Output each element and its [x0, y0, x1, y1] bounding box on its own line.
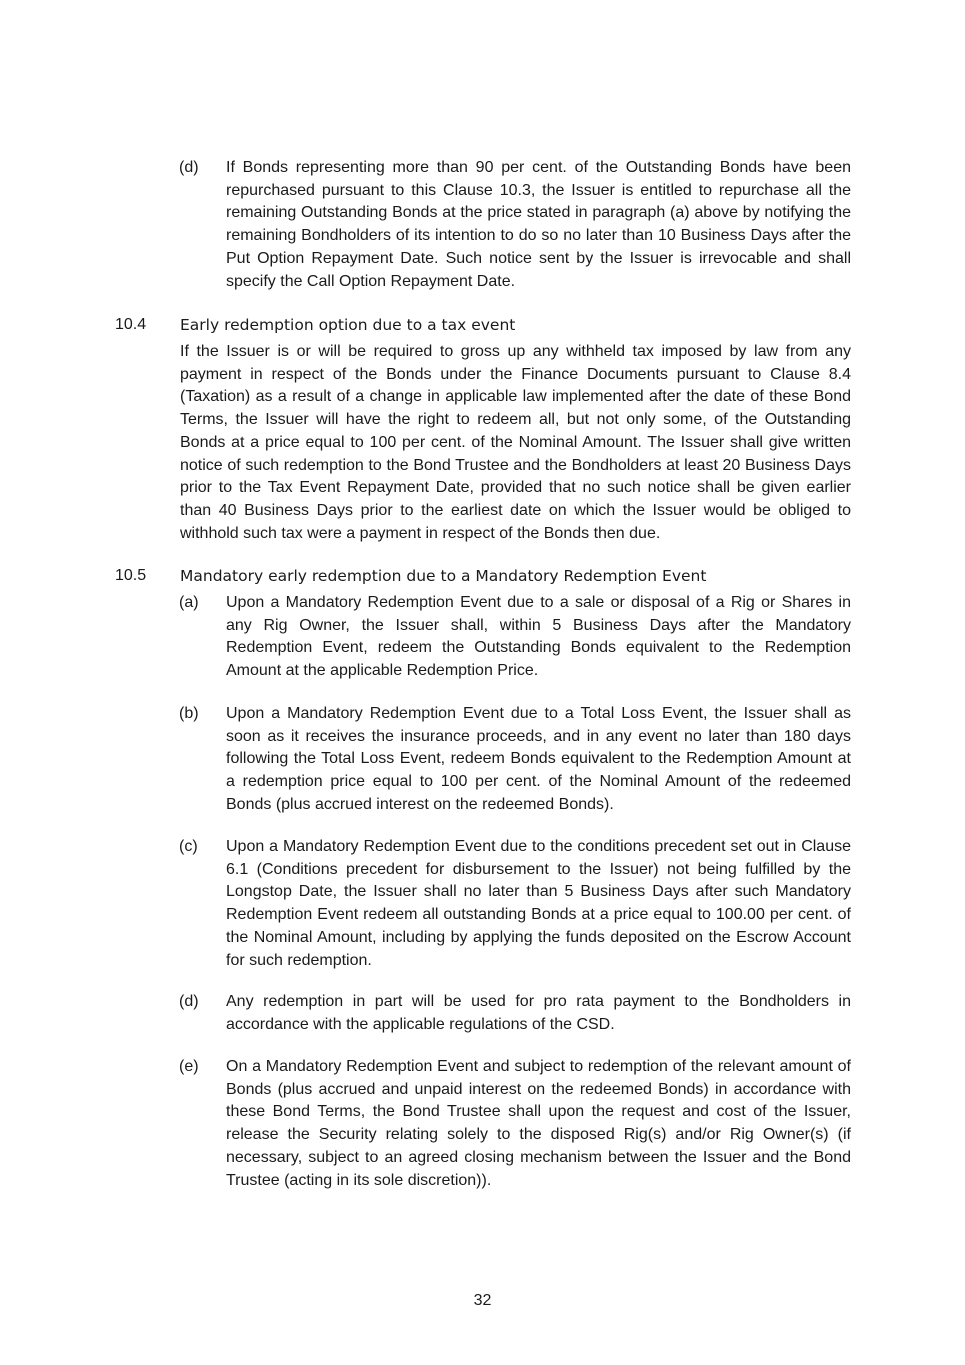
clause-10-4-paragraph: If the Issuer is or will be required to gross up any withheld tax imposed by law from any payment in respect of the Bonds under the Finance Documents pursuant to Clause 8.4 (Taxation) as a result of a change in applicable law implemented after the date of these Bond Terms, the Issuer will have the right to redeem all, but not only some, of the Outstanding Bonds at a price equal to 100 per cent. of the Nominal Amount. The Issuer shall give written notice of such redemption to the Bond Trustee and the Bondholders at least 20 Business Days prior to the Tax Event Repayment Date, provided that no such notice shall be given earlier than 40 Business Days prior to the earliest date on which the Issuer would be obliged to withhold such tax were a payment in respect of the Bonds then due.	[180, 343, 851, 542]
clause-10-5-heading: Mandatory early redemption due to a Mandatory Redemption Event	[180, 567, 707, 585]
item-marker: (d)	[179, 159, 199, 176]
clause-10-5-item-d	[179, 991, 851, 1036]
clause-10-5-number: 10.5	[115, 567, 147, 584]
item-text: If Bonds representing more than 90 per cent. of the Outstanding Bonds have been repurchased pursuant to this Clause 10.3, the Issuer is entitled to repurchase all the remaining Outstanding Bonds at the price stated in paragraph (a) above by notifying the remaining Bondholders of its intention to do so no later than 10 Business Days after the Put Option Repayment Date. Such notice sent by the Issuer is irrevocable and shall specify the Call Option Repayment Date.	[226, 159, 851, 290]
item-marker: (d)	[179, 993, 199, 1010]
item-text: Upon a Mandatory Redemption Event due to a Total Loss Event, the Issuer shall as soon as it receives the insurance proceeds, and in any event no later than 180 days following the Total Loss Event, redeem Bonds equivalent to the Redemption Amount at a redemption price equal to 100 per cent. of the Nominal Amount of the redeemed Bonds (plus accrued interest on the redeemed Bonds).	[226, 705, 851, 813]
page-number: 32	[473, 1292, 492, 1309]
item-text: Upon a Mandatory Redemption Event due to the conditions precedent set out in Clause 6.1 (Conditions precedent for disbursement to the Issuer) not being fulfilled by the Longstop Date, the Issuer shall no later than 5 Business Days after such Mandatory Redemption Event redeem all outstanding Bonds at a price equal to 100.00 per cent. of the Nominal Amount, including by applying the funds deposited on the Escrow Account for such redemption.	[226, 838, 851, 969]
item-marker: (c)	[179, 838, 198, 855]
clause-10-3-item-d	[179, 157, 851, 293]
clause-10-5-item-a	[179, 592, 851, 683]
item-text: On a Mandatory Redemption Event and subject to redemption of the relevant amount of Bonds (plus accrued and unpaid interest on the redeemed Bonds) in accordance with these Bond Terms, the Bond Trustee shall upon the request and cost of the Issuer, release the Security relating solely to the disposed Rig(s) and/or Rig Owner(s) (if necessary, subject to an agreed closing mechanism between the Issuer and the Bond Trustee (acting in its sole discretion)).	[226, 1058, 851, 1189]
clause-10-4-heading: Early redemption option due to a tax event	[180, 316, 516, 334]
item-marker: (e)	[179, 1058, 199, 1075]
item-marker: (a)	[179, 594, 199, 611]
item-marker: (b)	[179, 705, 199, 722]
clause-10-5-item-b	[179, 703, 851, 817]
clause-10-5-item-c	[179, 836, 851, 972]
item-text: Upon a Mandatory Redemption Event due to a sale or disposal of a Rig or Shares in any Rig Owner, the Issuer shall, within 5 Business Days after the Mandatory Redemption Event, redeem the Outstanding Bonds equivalent to the Redemption Amount at the applicable Redemption Price.	[226, 594, 851, 680]
clause-10-4-number: 10.4	[115, 316, 147, 333]
item-text: Any redemption in part will be used for pro rata payment to the Bondholders in accordance with the applicable regulations of the CSD.	[226, 993, 851, 1033]
clause-10-5-item-e	[179, 1056, 851, 1192]
